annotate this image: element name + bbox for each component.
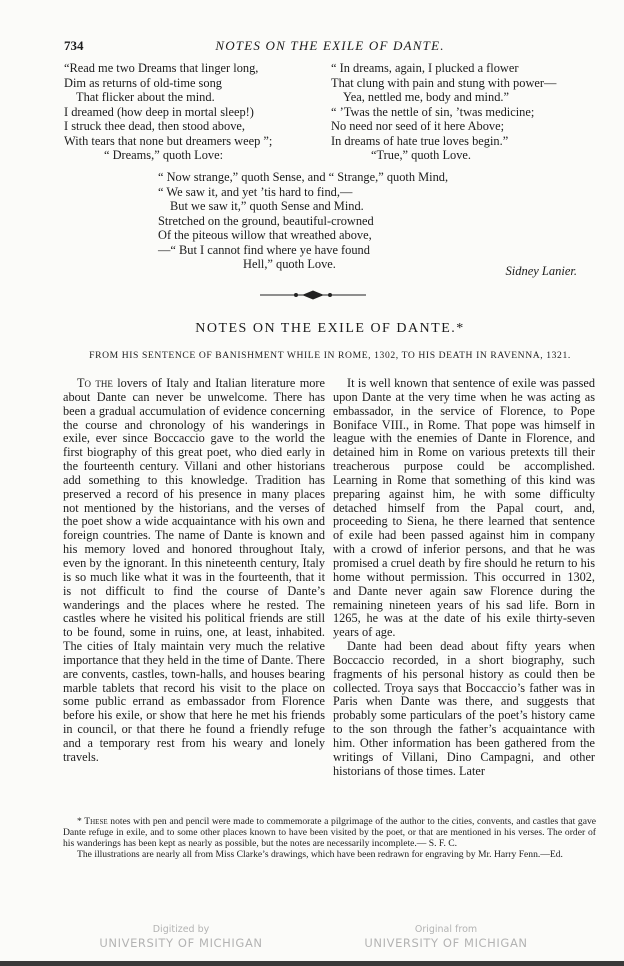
poem-line: Of the piteous willow that wreathed above, <box>158 228 372 242</box>
poem-line: “ In dreams, again, I plucked a flower <box>331 61 519 75</box>
paragraph <box>63 377 325 765</box>
poem-line: I struck thee dead, then stood above, <box>64 119 245 133</box>
footnote-paragraph: The illustrations are nearly all from Miss Clarke’s drawings, which have been redrawn for engraving by Mr. Harry Fenn.—Ed. <box>77 849 563 860</box>
poem-line: “ Dreams,” quoth Love: <box>104 148 224 162</box>
poem-line: —“ But I cannot find where ye have found <box>158 242 370 257</box>
footnote-lead: * These <box>77 816 108 827</box>
poem-line: No need nor seed of it here Above; <box>331 119 505 133</box>
paragraph: It is well known that sentence of exile was passed upon Dante at the very time when he was acting as embassador, in the service of Florence, to Pope Boniface VIII., in Rome. That pope was himself in league with the enemies of Dante in Florence, and detained him in Rome on various pretexts till their treacherous purpose could be accomplished. Learning in Rome that something of this kind was preparing against him, he with some difficulty detached himself from the Papal court, and, proceeding to Siena, he there learned that sentence of exile had been passed against him in company with a crowd of inferior persons, and that he was promised a cruel death by fire should he return to his home without permission. This occurred in 1302, and Dante never again saw Florence during the remaining nineteen years of his sad life. Born in 1265, he was at the date of his exile thirty-seven years of age. <box>333 376 595 640</box>
article-column-left <box>63 377 325 765</box>
poem-line: I dreamed (how deep in mortal sleep!) <box>64 104 254 119</box>
poem-line: Yea, nettled me, body and mind.” <box>343 90 509 104</box>
ornament-divider <box>258 287 368 303</box>
page-bottom-edge <box>0 961 624 966</box>
page-number: 734 <box>64 38 84 53</box>
footnote-paragraph <box>63 816 596 849</box>
watermark-institution: UNIVERSITY OF MICHIGAN <box>364 936 528 950</box>
watermark-institution: UNIVERSITY OF MICHIGAN <box>99 936 263 950</box>
article-subtitle: FROM HIS SENTENCE OF BANISHMENT WHILE IN ROME, 1302, TO HIS DEATH IN RAVENNA, 1321. <box>89 350 571 361</box>
poem-line: Stretched on the ground, beautiful-crowned <box>158 213 374 228</box>
poem-stanza-right <box>331 61 556 163</box>
running-head: NOTES ON THE EXILE OF DANTE. <box>215 38 445 53</box>
watermark-original <box>364 924 528 950</box>
article-title: NOTES ON THE EXILE OF DANTE.* <box>195 321 465 336</box>
poem-line: “Read me two Dreams that linger long, <box>64 61 259 75</box>
footnote-text: notes with pen and pencil were made to commemorate a pilgrimage of the author to the cities, convents, and castles that gave Dante refuge in exile, and to some other places known to have been visited by the poet, or that are mentioned in his verses. The order of his wanderings has been kept as nearly as possible, but the notes are necessarily incomplete.— S. F. C. <box>63 816 597 849</box>
poem-stanza-left <box>64 61 272 163</box>
poem-line: Hell,” quoth Love. <box>243 257 336 271</box>
footnote <box>63 816 596 860</box>
poem-line: In dreams of hate true loves begin.” <box>331 133 509 148</box>
poem-line: But we saw it,” quoth Sense and Mind. <box>170 199 364 213</box>
paragraph-text: lovers of Italy and Italian literature more about Dante can never be unwelcome. There has been a gradual accumulation of evidence concerning the course and chronology of his wanderings in exile, ever since Boccaccio gave to the world the first biography of this great poet, who died early in the fourteenth century. Villani and other historians add something to this knowledge. Tradition has preserved a record of his presence in many places not mentioned by the historians, and the verses of the poet show a wide acquaintance with his own and foreign countries. The name of Dante is known and his memory loved and honored throughout Italy, even by the ignorant. In this nineteenth century, Italy is so much like what it was in the fourteenth, that it is not difficult to find the course of Dante’s wanderings and the places where he rested. The castles where he visited his political friends are still to be found, some in ruins, one, at least, inhabited. The cities of Italy maintain very much the relative importance that they held in the time of Dante. There are convents, castles, town-halls, and houses bearing marble tablets that record his visit to the place on some public errand as embassador from Florence before his exile, or show that here he met his friends in council, or that there he found a friendly refuge and a temporary rest from his weary and lonely travels. <box>63 376 325 764</box>
poem-line: “ Now strange,” quoth Sense, and “ Strange,” quoth Mind, <box>158 170 449 184</box>
page-header <box>64 38 596 56</box>
poem-line: “ We saw it, and yet ’tis hard to find,— <box>158 184 353 199</box>
poem-line: “True,” quoth Love. <box>371 148 472 162</box>
poem-line: With tears that none but dreamers weep ”; <box>64 133 273 148</box>
poem-line: “ ’Twas the nettle of sin, ’twas medicine; <box>331 104 535 119</box>
watermark-caption: Digitized by <box>152 924 210 935</box>
poem-author: Sidney Lanier. <box>505 264 577 278</box>
article-column-right <box>333 377 595 778</box>
paragraph: Dante had been dead about fifty years when Boccaccio recorded, in a short biography, such fragments of his personal history as could then be collected. Troya says that Boccaccio’s father was in Paris when Dante was there, and suggests that probably some particulars of the poet’s history came to the son through the father’s acquaintance with him. Other information has been gathered from the writings of Villani, Dino Campagni, and other historians of those times. Later <box>333 639 595 778</box>
poem-line: Dim as returns of old-time song <box>64 75 222 90</box>
watermark-caption: Original from <box>414 924 478 935</box>
watermark-digitized <box>98 924 264 950</box>
poem-line: That clung with pain and stung with power— <box>331 75 557 90</box>
poem-line: That flicker about the mind. <box>76 90 215 104</box>
poem-stanza-center <box>158 170 448 272</box>
lead-in: To the <box>77 376 113 390</box>
